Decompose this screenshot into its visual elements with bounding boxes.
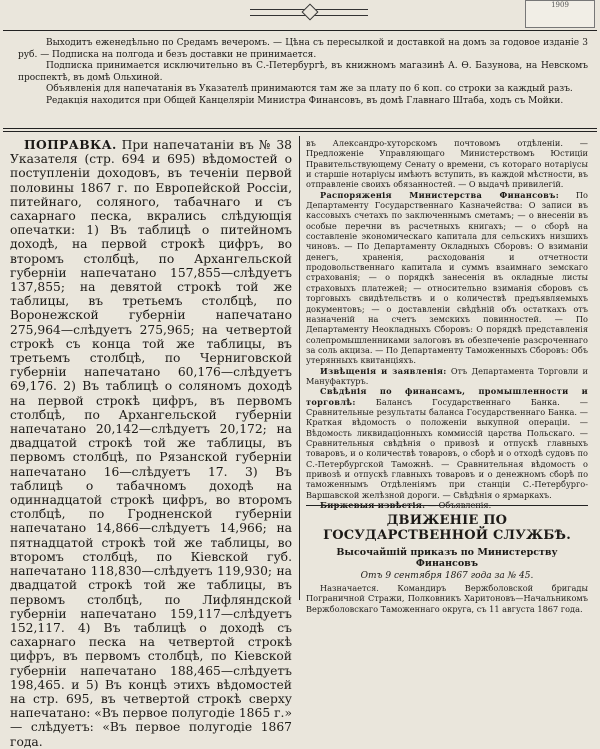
finance-news-text: Балансъ Государственнаго Банка. — Сравнительные результаты баланса Государственнаго Банка. — Краткая вѣдомость о положеніи выкупной операціи. — Вѣдомость ликвидаціонныхъ коммиссій царства Польскаго. — Сравнительныя свѣдѣнія о привозѣ и отпускѣ главныхъ товаровъ, и о количествѣ товаровъ, о сборѣ и о отходѣ судовъ по С.-Петербургской Таможнѣ. — Сравнительная вѣдомость о привозѣ и отпускѣ главныхъ товаровъ и о денежномъ сборѣ по таможеннымъ Отдѣленіямъ при станціи С.-Петербурго-Варшавской желѣзной дороги. — Свѣдѣнія о ярмаркахъ. [306,396,588,500]
correction-heading: ПОПРАВКА. [24,137,117,152]
masthead [0,0,600,30]
subscription-line-3: Объявленія для напечатанія въ Указателѣ принимаются там же за плату по 6 коп. со строки за каждый разъ. [46,84,573,94]
imperial-order-heading: Высочайшій приказъ по Министерству Финансовъ [336,547,558,569]
column-divider [299,136,300,600]
ministry-orders-heading: Распоряженія Министерства Финансовъ: [320,189,560,200]
announcements-text: — Объявленія. [427,500,492,511]
notices-heading: Извѣщенія и заявленія: [320,365,447,376]
subscription-line-1: Выходитъ еженедѣльно по Средамъ вечеромъ. — Цѣна съ пересылкой и доставкой на домъ за годовое изданіе 3 руб. — Подписка на полгода и безъ доставки не принимается. [18,38,588,60]
header-rule-2 [3,131,597,132]
notices-text: Отъ Департамента Торговли и Мануфактуръ. [306,365,588,386]
contents-column [306,138,588,510]
header-rule-1 [3,128,597,129]
correction-article [10,138,292,749]
masthead-ornament [250,9,368,16]
library-stamp: 1909 [525,0,595,28]
order-date: Отъ 9 сентября 1867 года за № 45. [360,571,534,581]
civil-service-heading: ДВИЖЕНІЕ ПО ГОСУДАРСТВЕННОЙ СЛУЖБѢ. [323,513,571,543]
contents-para-1: въ Александро-хуторскомъ почтовомъ отдѣленіи. — Предложеніе Управляющаго Министерствомъ Юстиціи Правительствующему Сенату о времени, съ котораго нотаріусы и старшіе нотаріусы имѣютъ вступить, въ каждой мѣстности, въ отправленіе своихъ обязанностей. — О выдачѣ привилегій. [306,138,588,190]
ministry-orders-text: По Департаменту Государственнаго Казначейства: О записи въ кассовыхъ счетахъ по заключеннымъ сметамъ; — о внесеніи въ особые перечни въ расчетныхъ книгахъ; — о сборѣ на составленіе экономическаго капитала для сельскихъ низшихъ чиновъ. — По Департаменту Окладныхъ Сборовъ: О взиманіи денегъ, храненія, расходованія и отчетности продовольственнаго капитала и суммъ взаимнаго земскаго страхованія; — о порядкѣ занесенія въ окладные листы страховыхъ платежей; — относительно взиманія сборовъ съ торговыхъ свидѣтельствъ и о количествѣ предъявляемыхъ документовъ; — о доставленіи свѣдѣній объ остаткахъ отъ назначеній на счетъ земскихъ повинностей. — По Департаменту Неокладныхъ Сборовъ: О порядкѣ представленія солепромышленниками залоговъ въ обезпеченіе разсроченнаго за соль акциза. — По Департаменту Таможенныхъ Сборовъ: Объ утерянныхъ квитанціяхъ. [306,189,588,366]
subscription-line-2: Подписка принимается исключительно въ С.-Петербургѣ, въ книжномъ магазинѣ А. Ѳ. Базунова, на Невскомъ проспектѣ, въ домѣ Ольхиной. [18,61,588,83]
exchange-news-heading: Биржевыя извѣстія. [320,500,426,511]
finance-news-heading: Свѣдѣнія по финансамъ, промышленности и торговлѣ: [306,386,588,407]
top-rule [3,30,597,31]
section-rule [306,505,588,506]
correction-text: При напечатаніи въ № 38 Указателя (стр. 694 и 695) вѣдомостей о поступленіи доходовъ, въ теченіи первой половины 1867 г. по Европейской Россіи, питейнаго, соляного, табачнаго и съ сахарнаго песка, вкрались слѣдующія опечатки: 1) Въ таблицѣ о питейномъ доходѣ, на первой строкѣ цифръ, во второмъ столбцѣ, по Архангельской губерніи напечатано 157,855—слѣдуетъ 137,855; на девятой строкѣ той же таблицы, въ третьемъ столбцѣ, по Воронежской губерніи напечатано 275,964—слѣдуетъ 275,965; на четвертой строкѣ съ конца той же таблицы, въ третьемъ столбцѣ, по Черниговской губерніи напечатано 60,176—слѣдуетъ 69,176. 2) Въ таблицѣ о соляномъ доходѣ на первой строкѣ цифръ, въ первомъ столбцѣ, по Архангельской губерніи напечатано 20,142—слѣдуетъ 20,172; на двадцатой строкѣ той же таблицы, въ первомъ столбцѣ, по Рязанской губерніи напечатано 16—слѣдуетъ 17. 3) Въ таблицѣ о табачномъ доходѣ на одиннадцатой строкѣ цифръ, во второмъ столбцѣ, по Гродненской губерніи напечатано 14,866—слѣдуетъ 14,966; на пятнадцатой строкѣ той же таблицы, во второмъ столбцѣ, по Кіевской губ. напечатано 118,830—слѣдуетъ 119,930; на двадцатой строкѣ той же таблицы, въ первомъ столбцѣ, по Лифляндской губерніи напечатано 159,117—слѣдуетъ 152,117. 4) Въ таблицѣ о доходѣ съ сахарнаго песка на четвертой строкѣ цифръ, въ первомъ столбцѣ, по Кіевской губерніи напечатано 188,465—слѣдуетъ 198,465. и 5) Въ концѣ этихъ вѣдомостей на стр. 695, въ четвертой строкѣ сверху напечатано: «Въ первое полугодіе 1865 г.» — слѣдуетъ: «Въ первое полугодіе 1867 года. [10,138,292,749]
subscription-line-4: Редакція находится при Общей Канцеляріи Министра Финансовъ, въ домѣ Главнаго Штаба, ходъ съ Мойки. [46,95,564,106]
order-body: Назначается. Командиръ Вержболовской бригады Пограничной Стражи, Полковникъ Харитоновъ—Начальникомъ Вержболовскаго Таможеннаго округа, съ 11 августа 1867 года. [306,583,588,614]
subscription-notice [18,38,588,107]
civil-service-section [306,513,588,614]
